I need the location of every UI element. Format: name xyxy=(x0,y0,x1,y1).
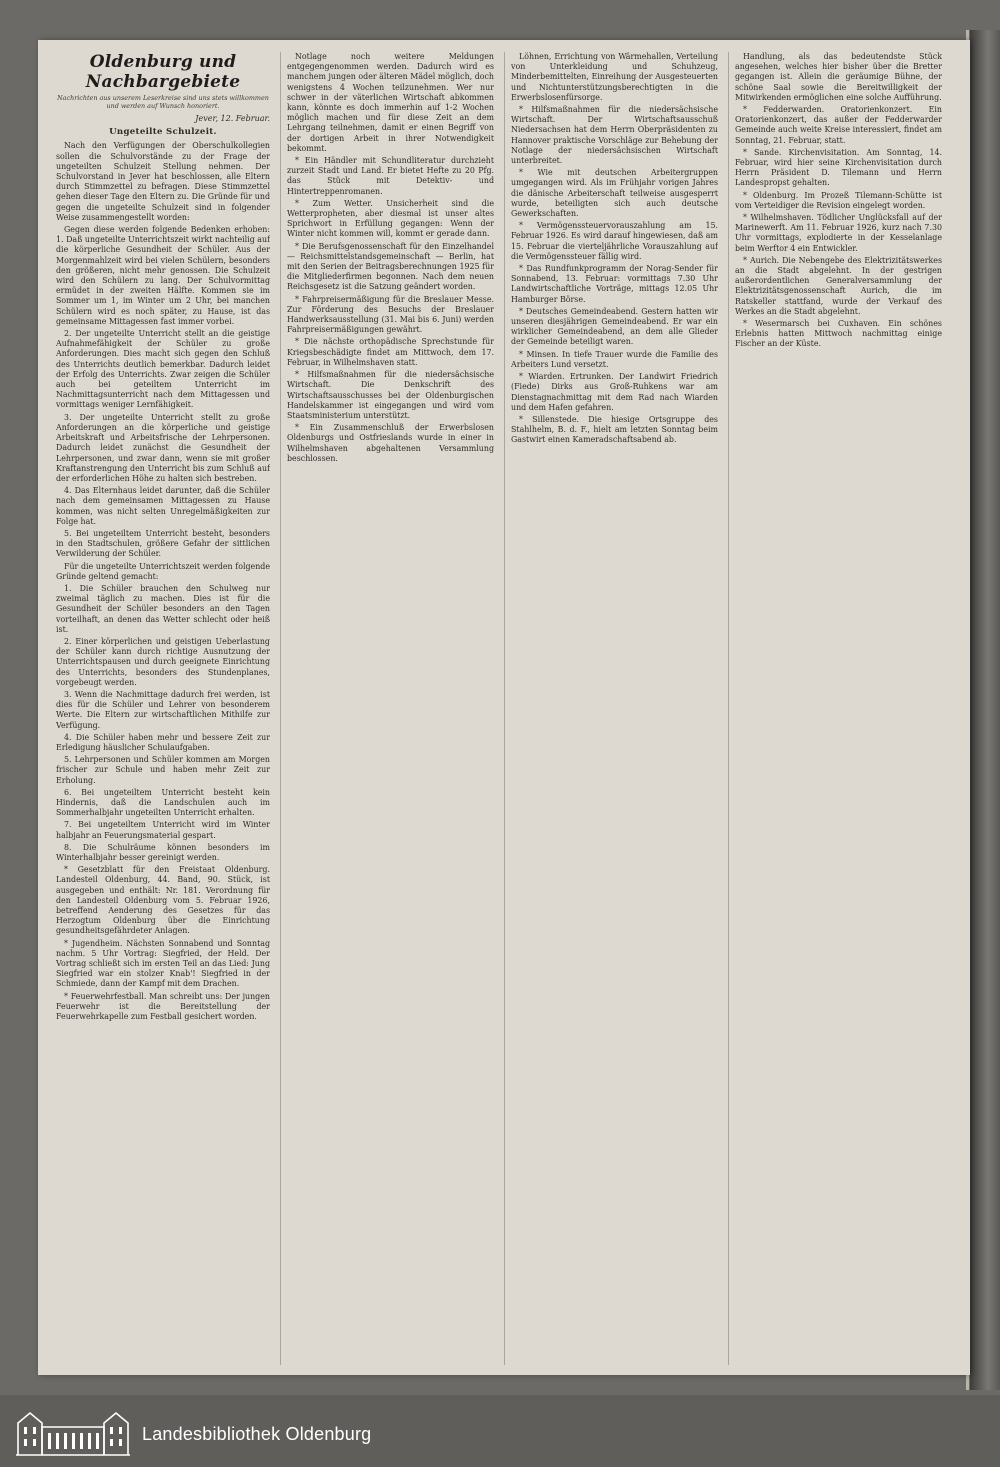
masthead: Oldenburg und Nachbargebiete xyxy=(85,52,241,92)
article-paragraph: Nach den Verfügungen der Oberschulkollegien sollen die Schulvorstände zu der Frage der ungeteilten Schulzeit Stellung nehmen. Der Schulvorstand in Jever hat beschlossen, alle Eltern durch Stimmzettel zu befragen. Diese Stimmzettel gehen dieser Tage den Eltern zu. Die Gründe für und gegen die ungeteilte Schulzeit sind in folgender Weise zusammengestellt worden: xyxy=(56,141,270,222)
column-1 xyxy=(56,52,270,1365)
article-paragraph: * Deutsches Gemeindeabend. Gestern hatten wir unseren diesjährigen Gemeindeabend. Er war ein wirklicher Gemeindeabend, an dem alle Glieder der Gemeinde beteiligt waren. xyxy=(511,306,718,347)
article-paragraph: * Fahrpreisermäßigung für die Breslauer Messe. Zur Förderung des Besuchs der Breslauer Handwerksausstellung (31. Mai bis 6. Juni) werden Fahrpreisermäßigungen gewährt. xyxy=(287,294,494,335)
article-paragraph: 2. Einer körperlichen und geistigen Ueberlastung der Schüler kann durch richtige Ausnutzung der Unterrichtspausen und durch geeignete Einrichtung des Unterrichts, besonders des Stundenplanes, vorgebeugt werden. xyxy=(56,636,270,687)
article-paragraph: * Hilfsmaßnahmen für die niedersächsische Wirtschaft. Die Denkschrift des Wirtschaftsausschusses bei der Oldenburgischen Handelskammer ist eingegangen und wird vom Staatsministerium unterstützt. xyxy=(287,370,494,420)
column-text xyxy=(735,52,942,350)
column-text xyxy=(287,52,494,464)
scanner-edge xyxy=(970,30,1000,1390)
article-paragraph: 3. Wenn die Nachmittage dadurch frei werden, ist dies für die Schüler und Lehrer von besonderem Werte. Die Eltern zur wirtschaftlichen Mithilfe zur Verfügung. xyxy=(56,689,270,730)
article-paragraph: 7. Bei ungeteiltem Unterricht wird im Winter halbjahr an Feuerungsmaterial gespart. xyxy=(56,820,270,840)
article-paragraph: Notlage noch weitere Meldungen entgegengenommen werden. Dadurch wird es manchem jungen oder älteren Mädel möglich, doch wenigstens 4 Wochen teilzunehmen. Wer nur schwer in der väterlichen Wirtschaft abkommen kann, könnte es doch immerhin auf 1-2 Wochen möglich machen und für diese Zeit an dem Lehrgang teilnehmen, damit er einen Begriff von der dortigen Arbeit in ihrer Notwendigkeit bekommt. xyxy=(287,52,494,153)
article-paragraph: * Hilfsmaßnahmen für die niedersächsische Wirtschaft. Der Wirtschaftsausschuß Niedersachsen hat dem Herrn Oberpräsidenten zu Hannover praktische Vorschläge zur Behebung der Notlage der niedersächsischen Wirtschaft unterbreitet. xyxy=(511,105,718,166)
article-paragraph: 4. Das Elternhaus leidet darunter, daß die Schüler nach dem gemeinsamen Mittagessen zu Hause kommen, was nicht selten Unregelmäßigkeiten zur Folge hat. xyxy=(56,486,270,526)
article-paragraph: * Die nächste orthopädische Sprechstunde für Kriegsbeschädigte findet am Mittwoch, dem 17. Februar, in Wilhelmshaven statt. xyxy=(287,337,494,367)
article-paragraph: * Ein Händler mit Schundliteratur durchzieht zurzeit Stadt und Land. Er bietet Hefte zu 20 Pfg. das Stück mit Detektiv- und Hintertreppenromanen. xyxy=(287,156,494,196)
newspaper-page xyxy=(38,40,970,1375)
article-paragraph: * Wie mit deutschen Arbeitergruppen umgegangen wird. Als im Frühjahr vorigen Jahres die dänische Arbeiterschaft teilweise ausgesperrt wurde, beteiligten sich auch deutsche Gewerkschaften. xyxy=(511,168,718,219)
masthead-subtitle: Nachrichten aus unserem Leserkreise sind uns stets willkommen und werden auf Wunsch honoriert. xyxy=(57,94,269,110)
article-paragraph: * Minsen. In tiefe Trauer wurde die Familie des Arbeiters Lund versetzt. xyxy=(511,349,718,369)
article-paragraph: * Sande. Kirchenvisitation. Am Sonntag, 14. Februar, wird hier seine Kirchenvisitation durch Herrn Präsident D. Tilemann und Herrn Landespropst gehalten. xyxy=(735,147,942,188)
article-paragraph: 4. Die Schüler haben mehr und bessere Zeit zur Erledigung häuslicher Schulaufgaben. xyxy=(56,732,270,752)
article-paragraph: * Vermögenssteuervorauszahlung am 15. Februar 1926. Es wird darauf hingewiesen, daß am 15. Februar die vierteljährliche Vorauszahlung auf die Vermögenssteuer fällig wird. xyxy=(511,221,718,261)
column-3 xyxy=(504,52,718,1365)
article-paragraph: * Gesetzblatt für den Freistaat Oldenburg. Landesteil Oldenburg, 44. Band, 90. Stück, ist ausgegeben und enthält: Nr. 181. Verordnung für den Landesteil Oldenburg vom 5. Februar 1926, betreffend Aenderung des Gesetzes für das Herzogtum Oldenburg über die Einrichtung gesundheitsgefährdeter Anlagen. xyxy=(56,865,270,936)
dateline: Jever, 12. Februar. xyxy=(195,114,270,123)
article-headline: Ungeteilte Schulzeit. xyxy=(109,127,217,138)
column-text xyxy=(56,141,270,1022)
article-paragraph: Handlung, als das bedeutendste Stück angesehen, welches hier bisher über die Bretter gegangen ist. Allein die geräumige Bühne, der schöne Saal sowie die Bereitwilligkeit der Mitwirkenden ermöglichen eine solche Aufführung. xyxy=(735,52,942,102)
article-paragraph: * Wesermarsch bei Cuxhaven. Ein schönes Erlebnis hatten Mittwoch nachmittag einige Fischer an der Küste. xyxy=(735,319,942,349)
article-paragraph: * Sillenstede. Die hiesige Ortsgruppe des Stahlhelm, B. d. F., hielt am letzten Sonntag beim Gastwirt einen Kameradschaftsabend ab. xyxy=(511,414,718,445)
article-paragraph: * Feuerwehrfestball. Man schreibt uns: Der jungen Feuerwehr ist die Bereitstellung der Feuerwehrkapelle zum Festball gesichert worden. xyxy=(56,991,270,1022)
article-paragraph: * Zum Wetter. Unsicherheit sind die Wetterpropheten, aber diesmal ist unser altes Sprichwort in Erfüllung gegangen: Wenn der Winter nicht kommen will, kommt er gerade dann. xyxy=(287,198,494,239)
article-paragraph: * Wiarden. Ertrunken. Der Landwirt Friedrich (Fiede) Dirks aus Groß-Ruhkens war am Dienstagnachmittag mit dem Rad nach Wiarden und dem Hafen gefahren. xyxy=(511,372,718,412)
article-paragraph: 5. Bei ungeteiltem Unterricht besteht, besonders in den Stadtschulen, größere Gefahr der sittlichen Verwilderung der Schüler. xyxy=(56,528,270,559)
article-paragraph: 2. Der ungeteilte Unterricht stellt an die geistige Aufnahmefähigkeit der Schüler zu große Anforderungen. Dies macht sich gegen den Schluß des Unterrichts deutlich bemerkbar. Dadurch leidet der Erfolg des Unterrichts. Zwar zeigen die Schüler auch bei geteiltem Unterricht im Nachmittagsunterricht nach dem Mittagessen und vormittags weniger Lernfähigkeit. xyxy=(56,329,270,410)
article-paragraph: * Oldenburg. Im Prozeß Tilemann-Schütte ist vom Verteidiger die Revision eingelegt worden. xyxy=(735,190,942,210)
article-paragraph: 6. Bei ungeteiltem Unterricht besteht kein Hindernis, daß die Landschulen auch im Sommerhalbjahr ungeteilten Unterricht erhalten. xyxy=(56,787,270,818)
article-paragraph: * Jugendheim. Nächsten Sonnabend und Sonntag nachm. 5 Uhr Vortrag: Siegfried, der Held. Der Vortrag schließt sich im ersten Teil an das Lied: Jung Siegfried war ein stolzer Knab'! Siegfried in der Schmiede, dann der Kampf mit dem Drachen. xyxy=(56,938,270,989)
library-building-icon xyxy=(14,1407,132,1457)
article-paragraph: * Fedderwarden. Oratorienkonzert. Ein Oratorienkonzert, das außer der Fedderwarder Gemeinde auch weite Kreise interessiert, findet am Sonntag, 21. Februar, statt. xyxy=(735,105,942,145)
article-paragraph: * Die Berufsgenossenschaft für den Einzelhandel — Reichsmittelstandsgemeinschaft — Berlin, hat mit den Serien der Beitragsberechnungen 1925 für die Mitgliederfirmen begonnen. Nach dem neuen Reichsgesetz ist die Satzung geändert worden. xyxy=(287,241,494,292)
columns xyxy=(56,52,960,1365)
article-paragraph: 5. Lehrpersonen und Schüler kommen am Morgen frischer zur Schule und haben mehr Zeit zur Erholung. xyxy=(56,755,270,785)
column-2 xyxy=(280,52,494,1365)
article-paragraph: * Das Rundfunkprogramm der Norag-Sender für Sonnabend, 13. Februar: vormittags 7.30 Uhr Landwirtschaftliche Vorträge, mittags 12.05 Uhr Hamburger Börse. xyxy=(511,264,718,304)
column-text xyxy=(511,52,718,446)
article-paragraph: * Wilhelmshaven. Tödlicher Unglücksfall auf der Marinewerft. Am 11. Februar 1926, kurz nach 7.30 Uhr vormittags, explodierte in der Kesselanlage beim Werftor 4 ein Entwickler. xyxy=(735,213,942,253)
article-paragraph: * Ein Zusammenschluß der Erwerbslosen Oldenburgs und Ostfrieslands wurde in einer in Wilhelmshaven abgehaltenen Versammlung beschlossen. xyxy=(287,423,494,463)
article-paragraph: 8. Die Schulräume können besonders im Winterhalbjahr besser gereinigt werden. xyxy=(56,842,270,863)
article-paragraph: Für die ungeteilte Unterrichtszeit werden folgende Gründe geltend gemacht: xyxy=(56,561,270,581)
article-paragraph: 1. Die Schüler brauchen den Schulweg nur zweimal täglich zu machen. Dies ist für die Gesundheit der Schüler besonders an den Tagen vorteilhaft, an denen das Wetter schlecht oder heiß ist. xyxy=(56,583,270,634)
article-paragraph: * Aurich. Die Nebengebe des Elektrizitätswerkes an die Stadt abgelehnt. In der gestrigen außerordentlichen Generalversammlung der Elektrizitätsgenossenschaft Aurich, die im Ratskeller stattfand, wurde der Verkauf des Werkes an die Stadt abgelehnt. xyxy=(735,255,942,316)
library-brand: Landesbibliothek Oldenburg xyxy=(142,1424,372,1444)
article-paragraph: Löhnen, Errichtung von Wärmehallen, Verteilung von Unterkleidung und Schuhzeug, Minderbemittelten, Einreihung der Ausgesteuerten und Nichtunterstützungsberechtigten in die Erwerbslosenfürsorge. xyxy=(511,52,718,102)
article-paragraph: 3. Der ungeteilte Unterricht stellt zu große Anforderungen an die körperliche und geistige Arbeitskraft und Arbeitsfrische der Lehrpersonen. Dadurch leidet zunächst die Gesundheit der Lehrpersonen, und zwar dann, wenn sie mit großer Kraftanstrengung den Unterricht bis zum Schluß auf der erforderlichen Höhe zu halten sich bestreben. xyxy=(56,412,270,483)
article-paragraph: Gegen diese werden folgende Bedenken erhoben: 1. Daß ungeteilte Unterrichtszeit wirkt nachteilig auf die körperliche Gesundheit der Schüler. Aus der Morgenmahlzeit wird bei vielen Schülern, besonders den größeren, nicht mehr genossen. Die Schulzeit wird den Schülern zu lang. Der Schulvormittag ermüdet in der zweiten Hälfte. Kommen sie im Sommer um 1, im Winter um 2 Uhr, bei manchen Schülern wird es noch später, zu Hause, ist das gemeinsame Mittagessen fast immer vorbei. xyxy=(56,225,270,326)
column-4 xyxy=(728,52,942,1365)
